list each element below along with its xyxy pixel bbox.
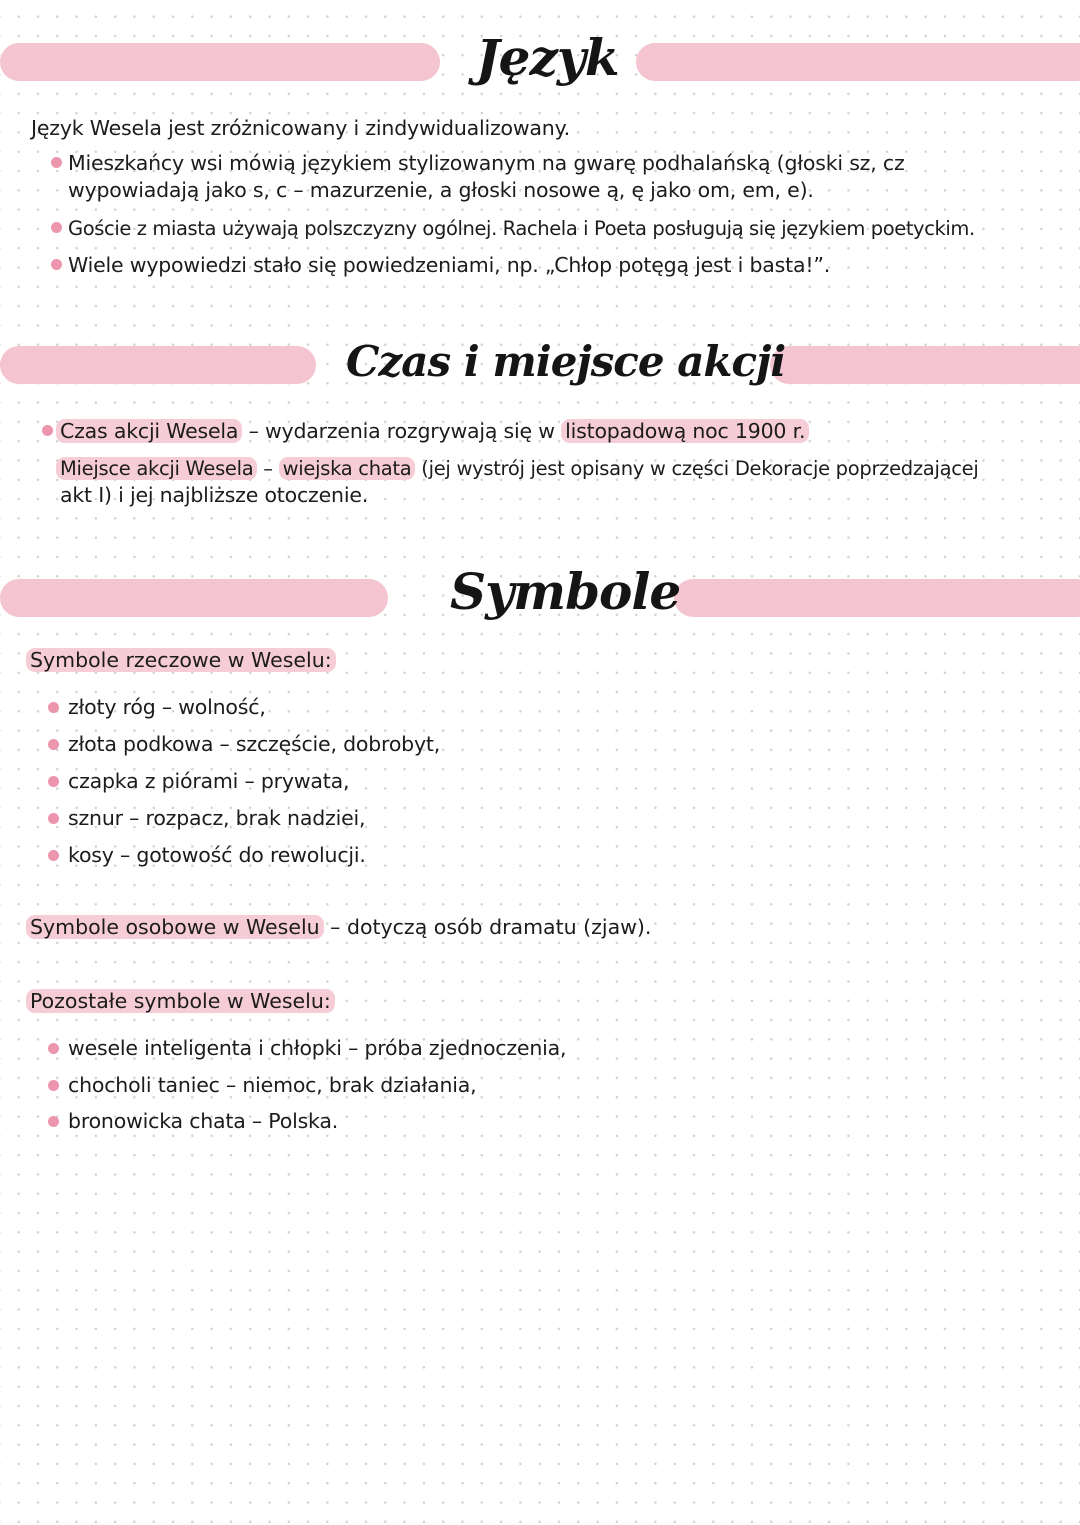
bullet-dot-icon: [48, 813, 59, 824]
jezyk-bullet-2: Goście z miasta używają polszczyzny ogólnej. Rachela i Poeta posługują się językiem poetyckim.: [68, 217, 975, 240]
czas-akcji-mid: – wydarzenia rozgrywają się w: [242, 419, 562, 443]
bullet-dot-icon: [48, 1080, 59, 1091]
section-band-right-czas: [770, 346, 1080, 384]
miejsce-akcji-line-2: akt I) i jej najbliższe otoczenie.: [60, 483, 369, 507]
bullet-dot-icon: [48, 1043, 59, 1054]
miejsce-akcji-dash: –: [257, 457, 279, 480]
list-item: złota podkowa – szczęście, dobrobyt,: [68, 732, 441, 756]
section-band-left-czas: [0, 346, 316, 384]
jezyk-bullet-1-line-2: wypowiadają jako s, c – mazurzenie, a głoski nosowe ą, ę jako om, em, e).: [68, 178, 814, 202]
bullet-dot-icon: [42, 425, 53, 436]
list-item: wesele inteligenta i chłopki – próba zjednoczenia,: [68, 1036, 567, 1060]
bullet-dot-icon: [48, 739, 59, 750]
czas-akcji-line: [56, 418, 809, 445]
bullet-dot-icon: [48, 1116, 59, 1127]
miejsce-akcji-rest: (jej wystrój jest opisany w części Dekoracje poprzedzającej: [415, 457, 979, 480]
list-item: czapka z piórami – prywata,: [68, 769, 350, 793]
section-band-right-jezyk: [636, 43, 1080, 81]
list-item: sznur – rozpacz, brak nadziei,: [68, 806, 366, 830]
list-item: złoty róg – wolność,: [68, 695, 266, 719]
czas-akcji-value: listopadową noc 1900 r.: [561, 419, 809, 443]
bullet-dot-icon: [51, 157, 62, 168]
symbole-pozostale-heading: [26, 986, 335, 1016]
symbole-rzeczowe-heading-text: Symbole rzeczowe w Weselu:: [26, 648, 336, 672]
bullet-dot-icon: [51, 222, 62, 233]
list-item: chocholi taniec – niemoc, brak działania,: [68, 1073, 477, 1097]
section-band-right-symbole: [674, 579, 1080, 617]
section-band-left-jezyk: [0, 43, 440, 81]
bullet-dot-icon: [48, 776, 59, 787]
list-item: bronowicka chata – Polska.: [68, 1109, 339, 1133]
section-title-czas: Czas i miejsce akcji: [346, 337, 786, 386]
jezyk-bullet-1-line-1: Mieszkańcy wsi mówią językiem stylizowanym na gwarę podhalańską (głoski sz, cz: [68, 151, 905, 175]
symbole-rzeczowe-heading: [26, 645, 336, 675]
symbole-osobowe-rest: – dotyczą osób dramatu (zjaw).: [323, 915, 652, 939]
bullet-dot-icon: [51, 259, 62, 270]
bullet-dot-icon: [48, 702, 59, 713]
jezyk-bullet-3: Wiele wypowiedzi stało się powiedzeniami, np. „Chłop potęgą jest i basta!”.: [68, 253, 831, 277]
symbole-pozostale-heading-text: Pozostałe symbole w Weselu:: [26, 989, 335, 1013]
jezyk-intro: Język Wesela jest zróżnicowany i zindywidualizowany.: [31, 116, 570, 140]
miejsce-akcji-value: wiejska chata: [279, 457, 416, 480]
miejsce-akcji-line-1: [56, 455, 978, 482]
section-title-symbole: Symbole: [450, 562, 681, 621]
symbole-osobowe-line: [26, 912, 651, 942]
section-band-left-symbole: [0, 579, 388, 617]
section-title-jezyk: Język: [476, 28, 619, 87]
miejsce-akcji-label: Miejsce akcji Wesela: [56, 457, 257, 480]
list-item: kosy – gotowość do rewolucji.: [68, 843, 366, 867]
czas-akcji-label: Czas akcji Wesela: [56, 419, 242, 443]
symbole-osobowe-heading: Symbole osobowe w Weselu: [26, 915, 324, 939]
bullet-dot-icon: [48, 850, 59, 861]
